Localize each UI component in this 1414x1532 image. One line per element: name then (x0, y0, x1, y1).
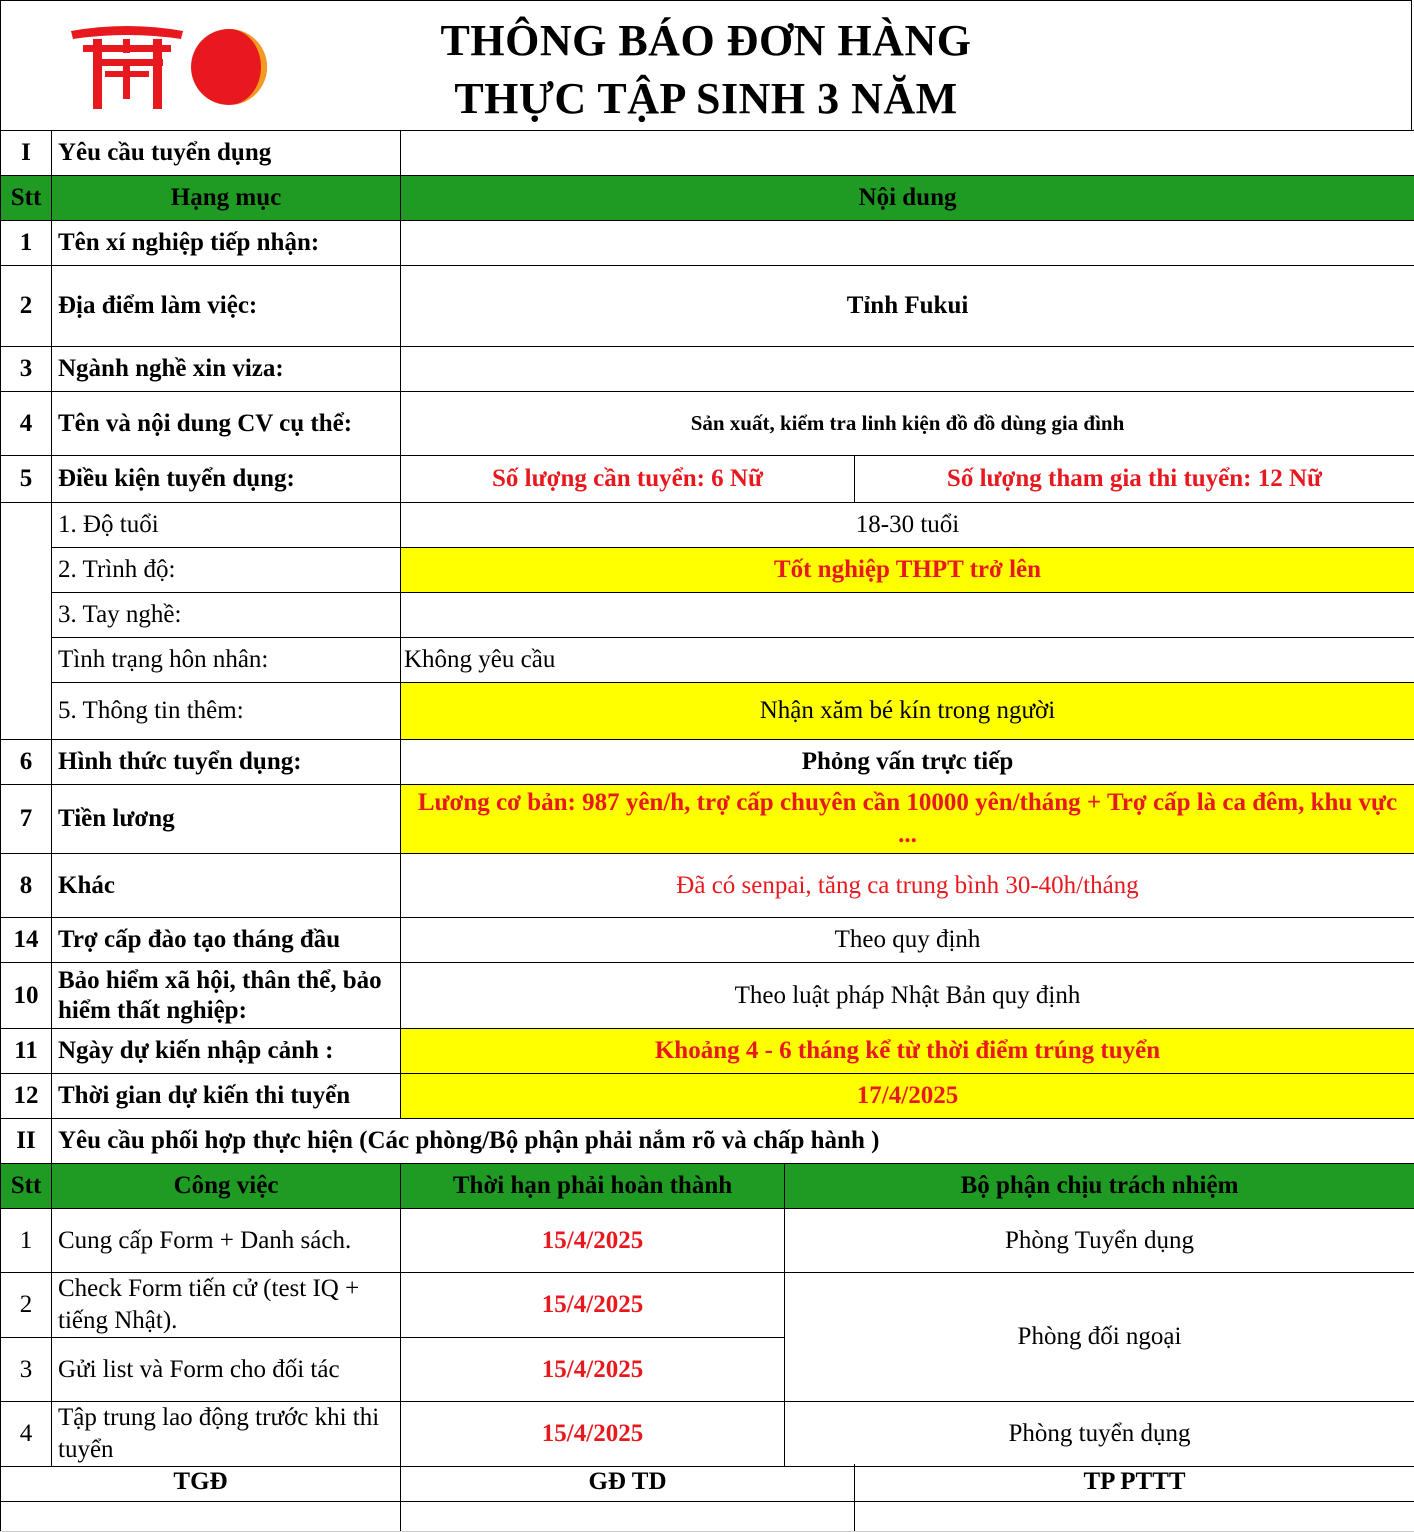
row-label: Ngành nghề xin viza: (52, 347, 401, 392)
col-content: Nội dung (401, 176, 1414, 221)
row-label: Hình thức tuyển dụng: (52, 740, 401, 785)
deadline-value: 15/4/2025 (401, 1209, 785, 1273)
signature-tgd: TGĐ (1, 1464, 401, 1501)
table-row (1, 683, 1414, 740)
task-label: Gửi list và Form cho đối tác (52, 1338, 401, 1402)
recruitment-table (0, 130, 1414, 1119)
row-value: Đã có senpai, tăng ca trung bình 30-40h/tháng (401, 854, 1414, 918)
section-1-row (1, 131, 1414, 176)
row-label: 3. Tay nghề: (52, 593, 401, 638)
row-number: 1 (1, 221, 52, 266)
deadline-value: 15/4/2025 (401, 1338, 785, 1402)
row-number: 2 (1, 1273, 52, 1338)
table-row (1, 1273, 1414, 1338)
col-task: Công việc (52, 1164, 401, 1209)
table-row (1, 1074, 1414, 1119)
table-row (1, 392, 1414, 456)
row-number: 6 (1, 740, 52, 785)
row-number: 8 (1, 854, 52, 918)
row-number: 4 (1, 392, 52, 456)
row-value (401, 347, 1414, 392)
section-label: Yêu cầu phối hợp thực hiện (Các phòng/Bộ phận phải nắm rõ và chấp hành ) (52, 1119, 1414, 1164)
quota-needed: Số lượng cần tuyển: 6 Nữ (401, 456, 855, 503)
signature-table (0, 1464, 1414, 1532)
row-label: Tiền lương (52, 785, 401, 854)
col-stt: Stt (1, 176, 52, 221)
deadline-value: 15/4/2025 (401, 1402, 785, 1467)
table-row (1, 638, 1414, 683)
row-value (401, 593, 1414, 638)
row-value: Tỉnh Fukui (401, 266, 1414, 347)
row-value: Nhận xăm bé kín trong người (401, 683, 1414, 740)
row-label: Tên và nội dung CV cụ thể: (52, 392, 401, 456)
row-number: 12 (1, 1074, 52, 1119)
col-dept: Bộ phận chịu trách nhiệm (785, 1164, 1414, 1209)
row-label: 2. Trình độ: (52, 548, 401, 593)
row-value: Theo quy định (401, 918, 1414, 963)
signature-row (1, 1464, 1414, 1501)
document-header (0, 0, 1412, 130)
signature-tp-pttt: TP PTTT (855, 1464, 1414, 1501)
table-row (1, 593, 1414, 638)
table-row (1, 456, 1414, 503)
signature-gd-td: GĐ TD (401, 1464, 855, 1501)
row-value: Không yêu cầu (401, 638, 1414, 683)
col-deadline: Thời hạn phải hoàn thành (401, 1164, 785, 1209)
row-number: 4 (1, 1402, 52, 1467)
deadline-value: 15/4/2025 (401, 1273, 785, 1338)
table-row (1, 1402, 1414, 1467)
row-label: 1. Độ tuổi (52, 503, 401, 548)
row-value: Tốt nghiệp THPT trở lên (401, 548, 1414, 593)
task-label: Check Form tiến cử (test IQ + tiếng Nhật). (52, 1273, 401, 1338)
table-row (1, 1029, 1414, 1074)
section-number: II (1, 1119, 52, 1164)
table-row (1, 1209, 1414, 1273)
title-line-2: THỰC TẬP SINH 3 NĂM (454, 74, 958, 123)
quota-exam: Số lượng tham gia thi tuyển: 12 Nữ (855, 456, 1414, 503)
signature-space-row (1, 1501, 1414, 1531)
row-value: Theo luật pháp Nhật Bản quy định (401, 963, 1414, 1029)
row-number: 10 (1, 963, 52, 1029)
title-line-1: THÔNG BÁO ĐƠN HÀNG (440, 16, 972, 65)
table-header-row (1, 176, 1414, 221)
row-number: 11 (1, 1029, 52, 1074)
row-label: Thời gian dự kiến thi tuyển (52, 1074, 401, 1119)
col-stt: Stt (1, 1164, 52, 1209)
table-header-row (1, 1164, 1414, 1209)
table-row (1, 740, 1414, 785)
row-value: Phỏng vấn trực tiếp (401, 740, 1414, 785)
row-label: Tình trạng hôn nhân: (52, 638, 401, 683)
row-label: 5. Thông tin thêm: (52, 683, 401, 740)
row-label: Tên xí nghiệp tiếp nhận: (52, 221, 401, 266)
table-row (1, 785, 1414, 854)
table-row (1, 503, 1414, 548)
table-row (1, 548, 1414, 593)
row-label: Ngày dự kiến nhập cảnh : (52, 1029, 401, 1074)
table-row (1, 918, 1414, 963)
row-value (401, 221, 1414, 266)
section-number: I (1, 131, 52, 176)
row-label: Trợ cấp đào tạo tháng đầu (52, 918, 401, 963)
salary-value: Lương cơ bản: 987 yên/h, trợ cấp chuyên cần 10000 yên/tháng + Trợ cấp là ca đêm, khu vực ... (401, 785, 1414, 854)
table-row (1, 266, 1414, 347)
coordination-table (0, 1118, 1414, 1467)
row-label: Bảo hiểm xã hội, thân thể, bảo hiểm thất nghiệp: (52, 963, 401, 1029)
row-number: 14 (1, 918, 52, 963)
table-row (1, 221, 1414, 266)
section-label: Yêu cầu tuyển dụng (52, 131, 401, 176)
row-number: 2 (1, 266, 52, 347)
row-label: Địa điểm làm việc: (52, 266, 401, 347)
section-2-row (1, 1119, 1414, 1164)
row-value: Sản xuất, kiểm tra linh kiện đồ đồ dùng gia đình (401, 392, 1414, 456)
row-number: 3 (1, 347, 52, 392)
row-value: 17/4/2025 (401, 1074, 1414, 1119)
table-row (1, 854, 1414, 918)
col-item: Hạng mục (52, 176, 401, 221)
row-value: Khoảng 4 - 6 tháng kể từ thời điểm trúng tuyển (401, 1029, 1414, 1074)
row-number: 5 (1, 456, 52, 503)
dept-value: Phòng Tuyển dụng (785, 1209, 1414, 1273)
task-label: Tập trung lao động trước khi thi tuyển (52, 1402, 401, 1467)
row-number: 1 (1, 1209, 52, 1273)
row-label: Khác (52, 854, 401, 918)
table-row (1, 347, 1414, 392)
dept-value: Phòng tuyển dụng (785, 1402, 1414, 1467)
dept-value: Phòng đối ngoại (785, 1273, 1414, 1402)
row-label: Điều kiện tuyển dụng: (52, 456, 401, 503)
task-label: Cung cấp Form + Danh sách. (52, 1209, 401, 1273)
row-number: 3 (1, 1338, 52, 1402)
table-row (1, 963, 1414, 1029)
row-number: 7 (1, 785, 52, 854)
row-value: 18-30 tuổi (401, 503, 1414, 548)
